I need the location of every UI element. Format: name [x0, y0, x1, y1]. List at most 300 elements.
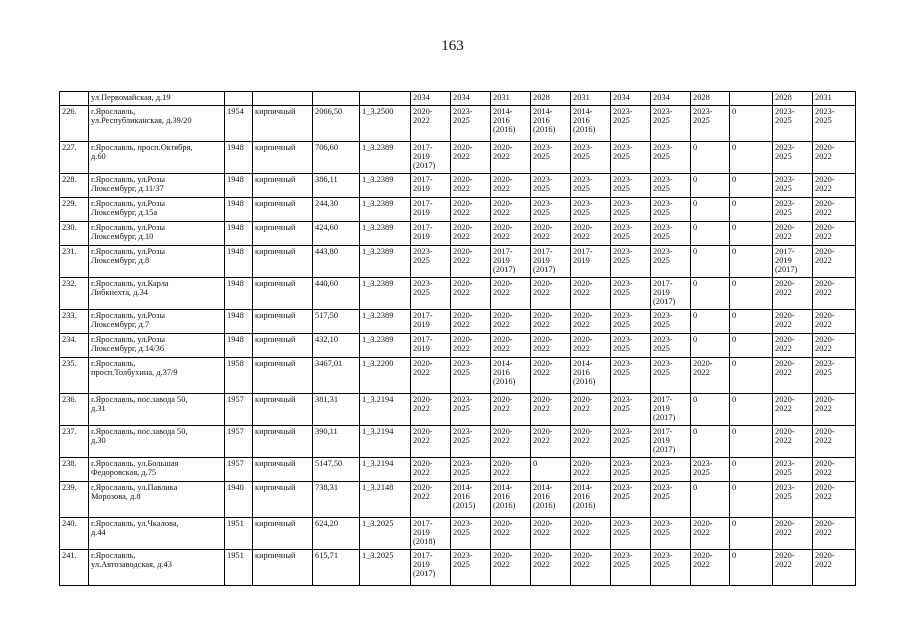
period-cell: 2020- 2022: [571, 518, 611, 550]
year-cell: 1948: [225, 246, 253, 278]
area-cell: 386,11: [313, 174, 360, 198]
material-cell: кирпичный: [253, 426, 313, 458]
code-cell: 1_3.2389: [360, 246, 411, 278]
period-cell: 2017- 2019 (2017): [651, 278, 691, 310]
period-cell: 2020- 2022: [531, 358, 571, 394]
period-cell: 2031: [813, 92, 856, 106]
period-cell: 2014- 2016 (2016): [571, 358, 611, 394]
area-cell: 5147,50: [313, 458, 360, 482]
period-cell: 2020- 2022: [411, 426, 451, 458]
code-cell: 1_3.2200: [360, 358, 411, 394]
table-row: [60, 278, 856, 310]
period-cell: 2023- 2025: [813, 358, 856, 394]
row-number: 230.: [60, 222, 89, 246]
period-cell: 2020- 2022: [491, 174, 531, 198]
year-cell: [225, 92, 253, 106]
period-cell: 0: [730, 198, 773, 222]
period-cell: 2017- 2019 (2017): [491, 246, 531, 278]
period-cell: 2023- 2025: [611, 174, 651, 198]
period-cell: 2020- 2022: [451, 278, 491, 310]
period-cell: 2034: [451, 92, 491, 106]
period-cell: 2023- 2025: [651, 198, 691, 222]
year-cell: 1951: [225, 550, 253, 586]
period-cell: 2034: [611, 92, 651, 106]
period-cell: 0: [730, 142, 773, 174]
address-cell: г.Ярославль, пос.завода 50, д.31: [89, 394, 225, 426]
address-cell: г.Ярославль, ул.Павлика Морозова, д.8: [89, 482, 225, 518]
period-cell: 2023- 2025: [773, 458, 813, 482]
material-cell: [253, 92, 313, 106]
period-cell: 2023- 2025: [691, 106, 730, 142]
area-cell: 517,50: [313, 310, 360, 334]
year-cell: 1948: [225, 174, 253, 198]
period-cell: 2028: [773, 92, 813, 106]
period-cell: 2020- 2022: [691, 550, 730, 586]
table-row: [60, 310, 856, 334]
period-cell: 2023- 2025: [531, 142, 571, 174]
period-cell: 2020- 2022: [531, 426, 571, 458]
period-cell: 2017- 2019: [411, 310, 451, 334]
period-cell: 0: [691, 246, 730, 278]
period-cell: 2020- 2022: [411, 458, 451, 482]
period-cell: 2023- 2025: [451, 358, 491, 394]
period-cell: 2023- 2025: [611, 142, 651, 174]
row-number: 234.: [60, 334, 89, 358]
address-cell: г.Ярославль, просп.Октября, д.60: [89, 142, 225, 174]
period-cell: 2020- 2022: [773, 310, 813, 334]
period-cell: 2020- 2022: [813, 426, 856, 458]
period-cell: 2020- 2022: [491, 142, 531, 174]
period-cell: 2023- 2025: [651, 334, 691, 358]
table-row: [60, 394, 856, 426]
period-cell: 2020- 2022: [451, 310, 491, 334]
period-cell: 2034: [411, 92, 451, 106]
period-cell: 2014- 2016 (2016): [571, 482, 611, 518]
address-cell: г.Ярославль, ул.Большая Федоровская, д.75: [89, 458, 225, 482]
area-cell: 738,31: [313, 482, 360, 518]
period-cell: 0: [691, 426, 730, 458]
address-cell: г.Ярославль, ул.Чкалова, д.44: [89, 518, 225, 550]
period-cell: 2023- 2025: [611, 310, 651, 334]
period-cell: 0: [691, 174, 730, 198]
material-cell: кирпичный: [253, 550, 313, 586]
code-cell: 1_3.2389: [360, 334, 411, 358]
material-cell: кирпичный: [253, 142, 313, 174]
period-cell: 2020- 2022: [451, 246, 491, 278]
area-cell: 3467,01: [313, 358, 360, 394]
period-cell: 2020- 2022: [691, 518, 730, 550]
period-cell: 0: [691, 310, 730, 334]
year-cell: 1948: [225, 142, 253, 174]
code-cell: 1_3.2389: [360, 142, 411, 174]
address-cell: г.Ярославль, ул.Розы Люксембург, д.11/37: [89, 174, 225, 198]
period-cell: 2023- 2025: [411, 246, 451, 278]
table-row: [60, 458, 856, 482]
period-cell: 2023- 2025: [571, 198, 611, 222]
period-cell: 2020- 2022: [571, 394, 611, 426]
period-cell: 2023- 2025: [451, 518, 491, 550]
period-cell: 2020- 2022: [813, 174, 856, 198]
period-cell: 2020- 2022: [813, 198, 856, 222]
period-cell: 0: [691, 394, 730, 426]
period-cell: 2023- 2025: [773, 174, 813, 198]
period-cell: 0: [691, 142, 730, 174]
code-cell: 1_3.2389: [360, 278, 411, 310]
period-cell: 2023- 2025: [691, 458, 730, 482]
period-cell: 2023- 2025: [611, 106, 651, 142]
period-cell: 2020- 2022: [491, 518, 531, 550]
period-cell: 2020- 2022: [411, 106, 451, 142]
area-cell: 381,31: [313, 394, 360, 426]
period-cell: 2020- 2022: [813, 142, 856, 174]
period-cell: 0: [730, 358, 773, 394]
code-cell: 1_3.2194: [360, 394, 411, 426]
period-cell: 2028: [531, 92, 571, 106]
period-cell: 2017- 2019 (2018): [411, 518, 451, 550]
period-cell: 2023- 2025: [651, 106, 691, 142]
period-cell: 2014- 2016 (2016): [531, 482, 571, 518]
period-cell: 2020- 2022: [411, 482, 451, 518]
period-cell: 2020- 2022: [491, 278, 531, 310]
period-cell: 2020- 2022: [773, 358, 813, 394]
year-cell: 1958: [225, 358, 253, 394]
period-cell: 0: [730, 106, 773, 142]
period-cell: 2020- 2022: [813, 482, 856, 518]
period-cell: 2020- 2022: [813, 518, 856, 550]
period-cell: 2020- 2022: [451, 198, 491, 222]
material-cell: кирпичный: [253, 482, 313, 518]
code-cell: 1_3.2148: [360, 482, 411, 518]
address-cell: г.Ярославль, ул.Республиканская, д.39/20: [89, 106, 225, 142]
table-row: [60, 92, 856, 106]
area-cell: 443,80: [313, 246, 360, 278]
table-row: [60, 198, 856, 222]
period-cell: 0: [730, 458, 773, 482]
period-cell: 2020- 2022: [451, 334, 491, 358]
period-cell: 2023- 2025: [651, 458, 691, 482]
period-cell: 2023- 2025: [611, 426, 651, 458]
row-number: 240.: [60, 518, 89, 550]
page-number: 163: [441, 38, 464, 54]
period-cell: 0: [691, 334, 730, 358]
year-cell: 1957: [225, 458, 253, 482]
row-number: [60, 92, 89, 106]
period-cell: 2023- 2025: [611, 518, 651, 550]
period-cell: 0: [730, 334, 773, 358]
address-cell: г.Ярославль, ул.Розы Люксембург, д.8: [89, 246, 225, 278]
period-cell: 2020- 2022: [491, 458, 531, 482]
period-cell: 2023- 2025: [651, 518, 691, 550]
period-cell: 2014- 2016 (2015): [451, 482, 491, 518]
table-row: [60, 246, 856, 278]
period-cell: 2020- 2022: [531, 310, 571, 334]
period-cell: [730, 92, 773, 106]
period-cell: 2020- 2022: [773, 518, 813, 550]
period-cell: 2023- 2025: [773, 198, 813, 222]
period-cell: 2020- 2022: [491, 334, 531, 358]
period-cell: 2017- 2019 (2017): [651, 426, 691, 458]
area-cell: 244,30: [313, 198, 360, 222]
period-cell: 0: [730, 246, 773, 278]
period-cell: 2020- 2022: [451, 174, 491, 198]
row-number: 235.: [60, 358, 89, 394]
period-cell: 2023- 2025: [651, 142, 691, 174]
address-cell: г.Ярославль, ул.Автозаводская, д.43: [89, 550, 225, 586]
year-cell: 1948: [225, 222, 253, 246]
row-number: 238.: [60, 458, 89, 482]
period-cell: 2028: [691, 92, 730, 106]
period-cell: 2017- 2019 (2017): [773, 246, 813, 278]
period-cell: 2020- 2022: [773, 394, 813, 426]
table-row: [60, 334, 856, 358]
period-cell: 2020- 2022: [571, 278, 611, 310]
address-cell: г.Ярославль, просп.Толбухина, д.37/9: [89, 358, 225, 394]
period-cell: 0: [730, 394, 773, 426]
period-cell: 2017- 2019: [411, 222, 451, 246]
area-cell: 624,20: [313, 518, 360, 550]
year-cell: 1951: [225, 518, 253, 550]
period-cell: 2023- 2025: [651, 222, 691, 246]
period-cell: 2020- 2022: [571, 426, 611, 458]
period-cell: 2020- 2022: [773, 222, 813, 246]
period-cell: 2020- 2022: [813, 310, 856, 334]
period-cell: 2017- 2019 (2017): [651, 394, 691, 426]
period-cell: 2020- 2022: [491, 222, 531, 246]
period-cell: 2020- 2022: [531, 334, 571, 358]
period-cell: 2017- 2019 (2017): [411, 550, 451, 586]
material-cell: кирпичный: [253, 334, 313, 358]
address-cell: г.Ярославль, ул.Карла Либкнехта, д.34: [89, 278, 225, 310]
code-cell: 1_3.2025: [360, 518, 411, 550]
period-cell: 2023- 2025: [611, 482, 651, 518]
code-cell: 1_3.2389: [360, 222, 411, 246]
row-number: 228.: [60, 174, 89, 198]
period-cell: 0: [730, 518, 773, 550]
table-row: [60, 222, 856, 246]
period-cell: 2031: [491, 92, 531, 106]
period-cell: 2014- 2016 (2016): [571, 106, 611, 142]
period-cell: 2020- 2022: [531, 550, 571, 586]
year-cell: 1957: [225, 394, 253, 426]
period-cell: 2020- 2022: [571, 550, 611, 586]
material-cell: кирпичный: [253, 222, 313, 246]
period-cell: 2020- 2022: [813, 458, 856, 482]
period-cell: 2023- 2025: [773, 142, 813, 174]
period-cell: 2014- 2016 (2016): [491, 106, 531, 142]
period-cell: 2023- 2025: [531, 198, 571, 222]
period-cell: 2020- 2022: [571, 458, 611, 482]
address-cell: г.Ярославль, ул.Розы Люксембург, д.7: [89, 310, 225, 334]
period-cell: 2020- 2022: [813, 334, 856, 358]
area-cell: 615,71: [313, 550, 360, 586]
period-cell: 0: [691, 278, 730, 310]
material-cell: кирпичный: [253, 518, 313, 550]
material-cell: кирпичный: [253, 358, 313, 394]
period-cell: 2020- 2022: [411, 358, 451, 394]
period-cell: 2023- 2025: [611, 550, 651, 586]
table-row: [60, 482, 856, 518]
period-cell: 2023- 2025: [571, 174, 611, 198]
row-number: 239.: [60, 482, 89, 518]
period-cell: 0: [531, 458, 571, 482]
year-cell: 1948: [225, 334, 253, 358]
period-cell: 2023- 2025: [451, 426, 491, 458]
period-cell: 2023- 2025: [451, 106, 491, 142]
code-cell: 1_3.2500: [360, 106, 411, 142]
period-cell: 2023- 2025: [651, 358, 691, 394]
period-cell: 0: [730, 482, 773, 518]
code-cell: 1_3.2389: [360, 310, 411, 334]
period-cell: 2020- 2022: [491, 550, 531, 586]
row-number: 232.: [60, 278, 89, 310]
period-cell: 0: [730, 310, 773, 334]
period-cell: 2020- 2022: [491, 426, 531, 458]
period-cell: 2020- 2022: [571, 310, 611, 334]
address-cell: г.Ярославль, ул.Розы Люксембург, д.15а: [89, 198, 225, 222]
period-cell: 2020- 2022: [813, 550, 856, 586]
period-cell: 2017- 2019: [411, 334, 451, 358]
row-number: 233.: [60, 310, 89, 334]
code-cell: 1_3.2389: [360, 174, 411, 198]
period-cell: 0: [730, 426, 773, 458]
address-cell: ул.Первомайская, д.19: [89, 92, 225, 106]
period-cell: 2031: [571, 92, 611, 106]
table-row: [60, 426, 856, 458]
row-number: 237.: [60, 426, 89, 458]
material-cell: кирпичный: [253, 394, 313, 426]
period-cell: 2023- 2025: [813, 106, 856, 142]
period-cell: 2020- 2022: [813, 278, 856, 310]
period-cell: 2020- 2022: [491, 394, 531, 426]
row-number: 229.: [60, 198, 89, 222]
period-cell: 2023- 2025: [451, 550, 491, 586]
address-cell: г.Ярославль, ул.Розы Люксембург, д.10: [89, 222, 225, 246]
address-cell: г.Ярославль, ул.Розы Люксембург, д.14/36: [89, 334, 225, 358]
year-cell: 1948: [225, 310, 253, 334]
area-cell: 706,60: [313, 142, 360, 174]
year-cell: 1957: [225, 426, 253, 458]
period-cell: 2020- 2022: [451, 142, 491, 174]
period-cell: 2017- 2019: [411, 198, 451, 222]
period-cell: 2023- 2025: [651, 482, 691, 518]
period-cell: 2023- 2025: [571, 142, 611, 174]
material-cell: кирпичный: [253, 198, 313, 222]
period-cell: 2020- 2022: [531, 518, 571, 550]
period-cell: 2023- 2025: [611, 458, 651, 482]
row-number: 236.: [60, 394, 89, 426]
period-cell: 2023- 2025: [611, 222, 651, 246]
table-row: [60, 358, 856, 394]
period-cell: 0: [730, 550, 773, 586]
period-cell: 2020- 2022: [451, 222, 491, 246]
period-cell: 2023- 2025: [611, 358, 651, 394]
buildings-table: [59, 91, 856, 586]
code-cell: 1_3.2389: [360, 198, 411, 222]
period-cell: 2020- 2022: [691, 358, 730, 394]
period-cell: 2017- 2019: [571, 246, 611, 278]
year-cell: 1940: [225, 482, 253, 518]
period-cell: 2020- 2022: [491, 310, 531, 334]
period-cell: 2020- 2022: [571, 334, 611, 358]
period-cell: 2014- 2016 (2016): [491, 358, 531, 394]
period-cell: 2023- 2025: [773, 106, 813, 142]
period-cell: 2020- 2022: [531, 222, 571, 246]
period-cell: 2023- 2025: [651, 550, 691, 586]
period-cell: 2023- 2025: [611, 278, 651, 310]
period-cell: 2023- 2025: [411, 278, 451, 310]
period-cell: 0: [691, 482, 730, 518]
row-number: 241.: [60, 550, 89, 586]
row-number: 227.: [60, 142, 89, 174]
code-cell: 1_3.2194: [360, 458, 411, 482]
period-cell: 0: [730, 278, 773, 310]
row-number: 231.: [60, 246, 89, 278]
period-cell: 2023- 2025: [773, 482, 813, 518]
table-row: [60, 518, 856, 550]
period-cell: 2023- 2025: [651, 174, 691, 198]
period-cell: 2023- 2025: [451, 394, 491, 426]
period-cell: 2023- 2025: [611, 246, 651, 278]
period-cell: 2023- 2025: [651, 246, 691, 278]
code-cell: 1_3.2025: [360, 550, 411, 586]
period-cell: 2023- 2025: [611, 198, 651, 222]
period-cell: 2020- 2022: [491, 198, 531, 222]
area-cell: 440,60: [313, 278, 360, 310]
period-cell: 2017- 2019 (2017): [531, 246, 571, 278]
year-cell: 1948: [225, 198, 253, 222]
period-cell: 2020- 2022: [571, 222, 611, 246]
area-cell: 432,10: [313, 334, 360, 358]
row-number: 226.: [60, 106, 89, 142]
material-cell: кирпичный: [253, 458, 313, 482]
area-cell: 2066,50: [313, 106, 360, 142]
material-cell: кирпичный: [253, 106, 313, 142]
period-cell: 2023- 2025: [531, 174, 571, 198]
period-cell: 2020- 2022: [531, 394, 571, 426]
period-cell: 0: [730, 174, 773, 198]
year-cell: 1948: [225, 278, 253, 310]
code-cell: [360, 92, 411, 106]
period-cell: 2020- 2022: [773, 334, 813, 358]
table-row: [60, 174, 856, 198]
period-cell: 2023- 2025: [651, 310, 691, 334]
period-cell: 2017- 2019 (2017): [411, 142, 451, 174]
period-cell: 2020- 2022: [773, 278, 813, 310]
code-cell: 1_3.2194: [360, 426, 411, 458]
period-cell: 2020- 2022: [813, 222, 856, 246]
address-cell: г.Ярославль, пос.завода 50, д.30: [89, 426, 225, 458]
material-cell: кирпичный: [253, 310, 313, 334]
table-row: [60, 550, 856, 586]
table-row: [60, 106, 856, 142]
period-cell: 2020- 2022: [813, 246, 856, 278]
period-cell: 2023- 2025: [611, 394, 651, 426]
year-cell: 1954: [225, 106, 253, 142]
table-row: [60, 142, 856, 174]
period-cell: 2020- 2022: [813, 394, 856, 426]
period-cell: 2020- 2022: [531, 278, 571, 310]
material-cell: кирпичный: [253, 174, 313, 198]
material-cell: кирпичный: [253, 278, 313, 310]
material-cell: кирпичный: [253, 246, 313, 278]
period-cell: 2020- 2022: [411, 394, 451, 426]
area-cell: 424,60: [313, 222, 360, 246]
period-cell: 2014- 2016 (2016): [491, 482, 531, 518]
area-cell: 390,11: [313, 426, 360, 458]
period-cell: 2020- 2022: [773, 426, 813, 458]
period-cell: 0: [730, 222, 773, 246]
period-cell: 2020- 2022: [773, 550, 813, 586]
